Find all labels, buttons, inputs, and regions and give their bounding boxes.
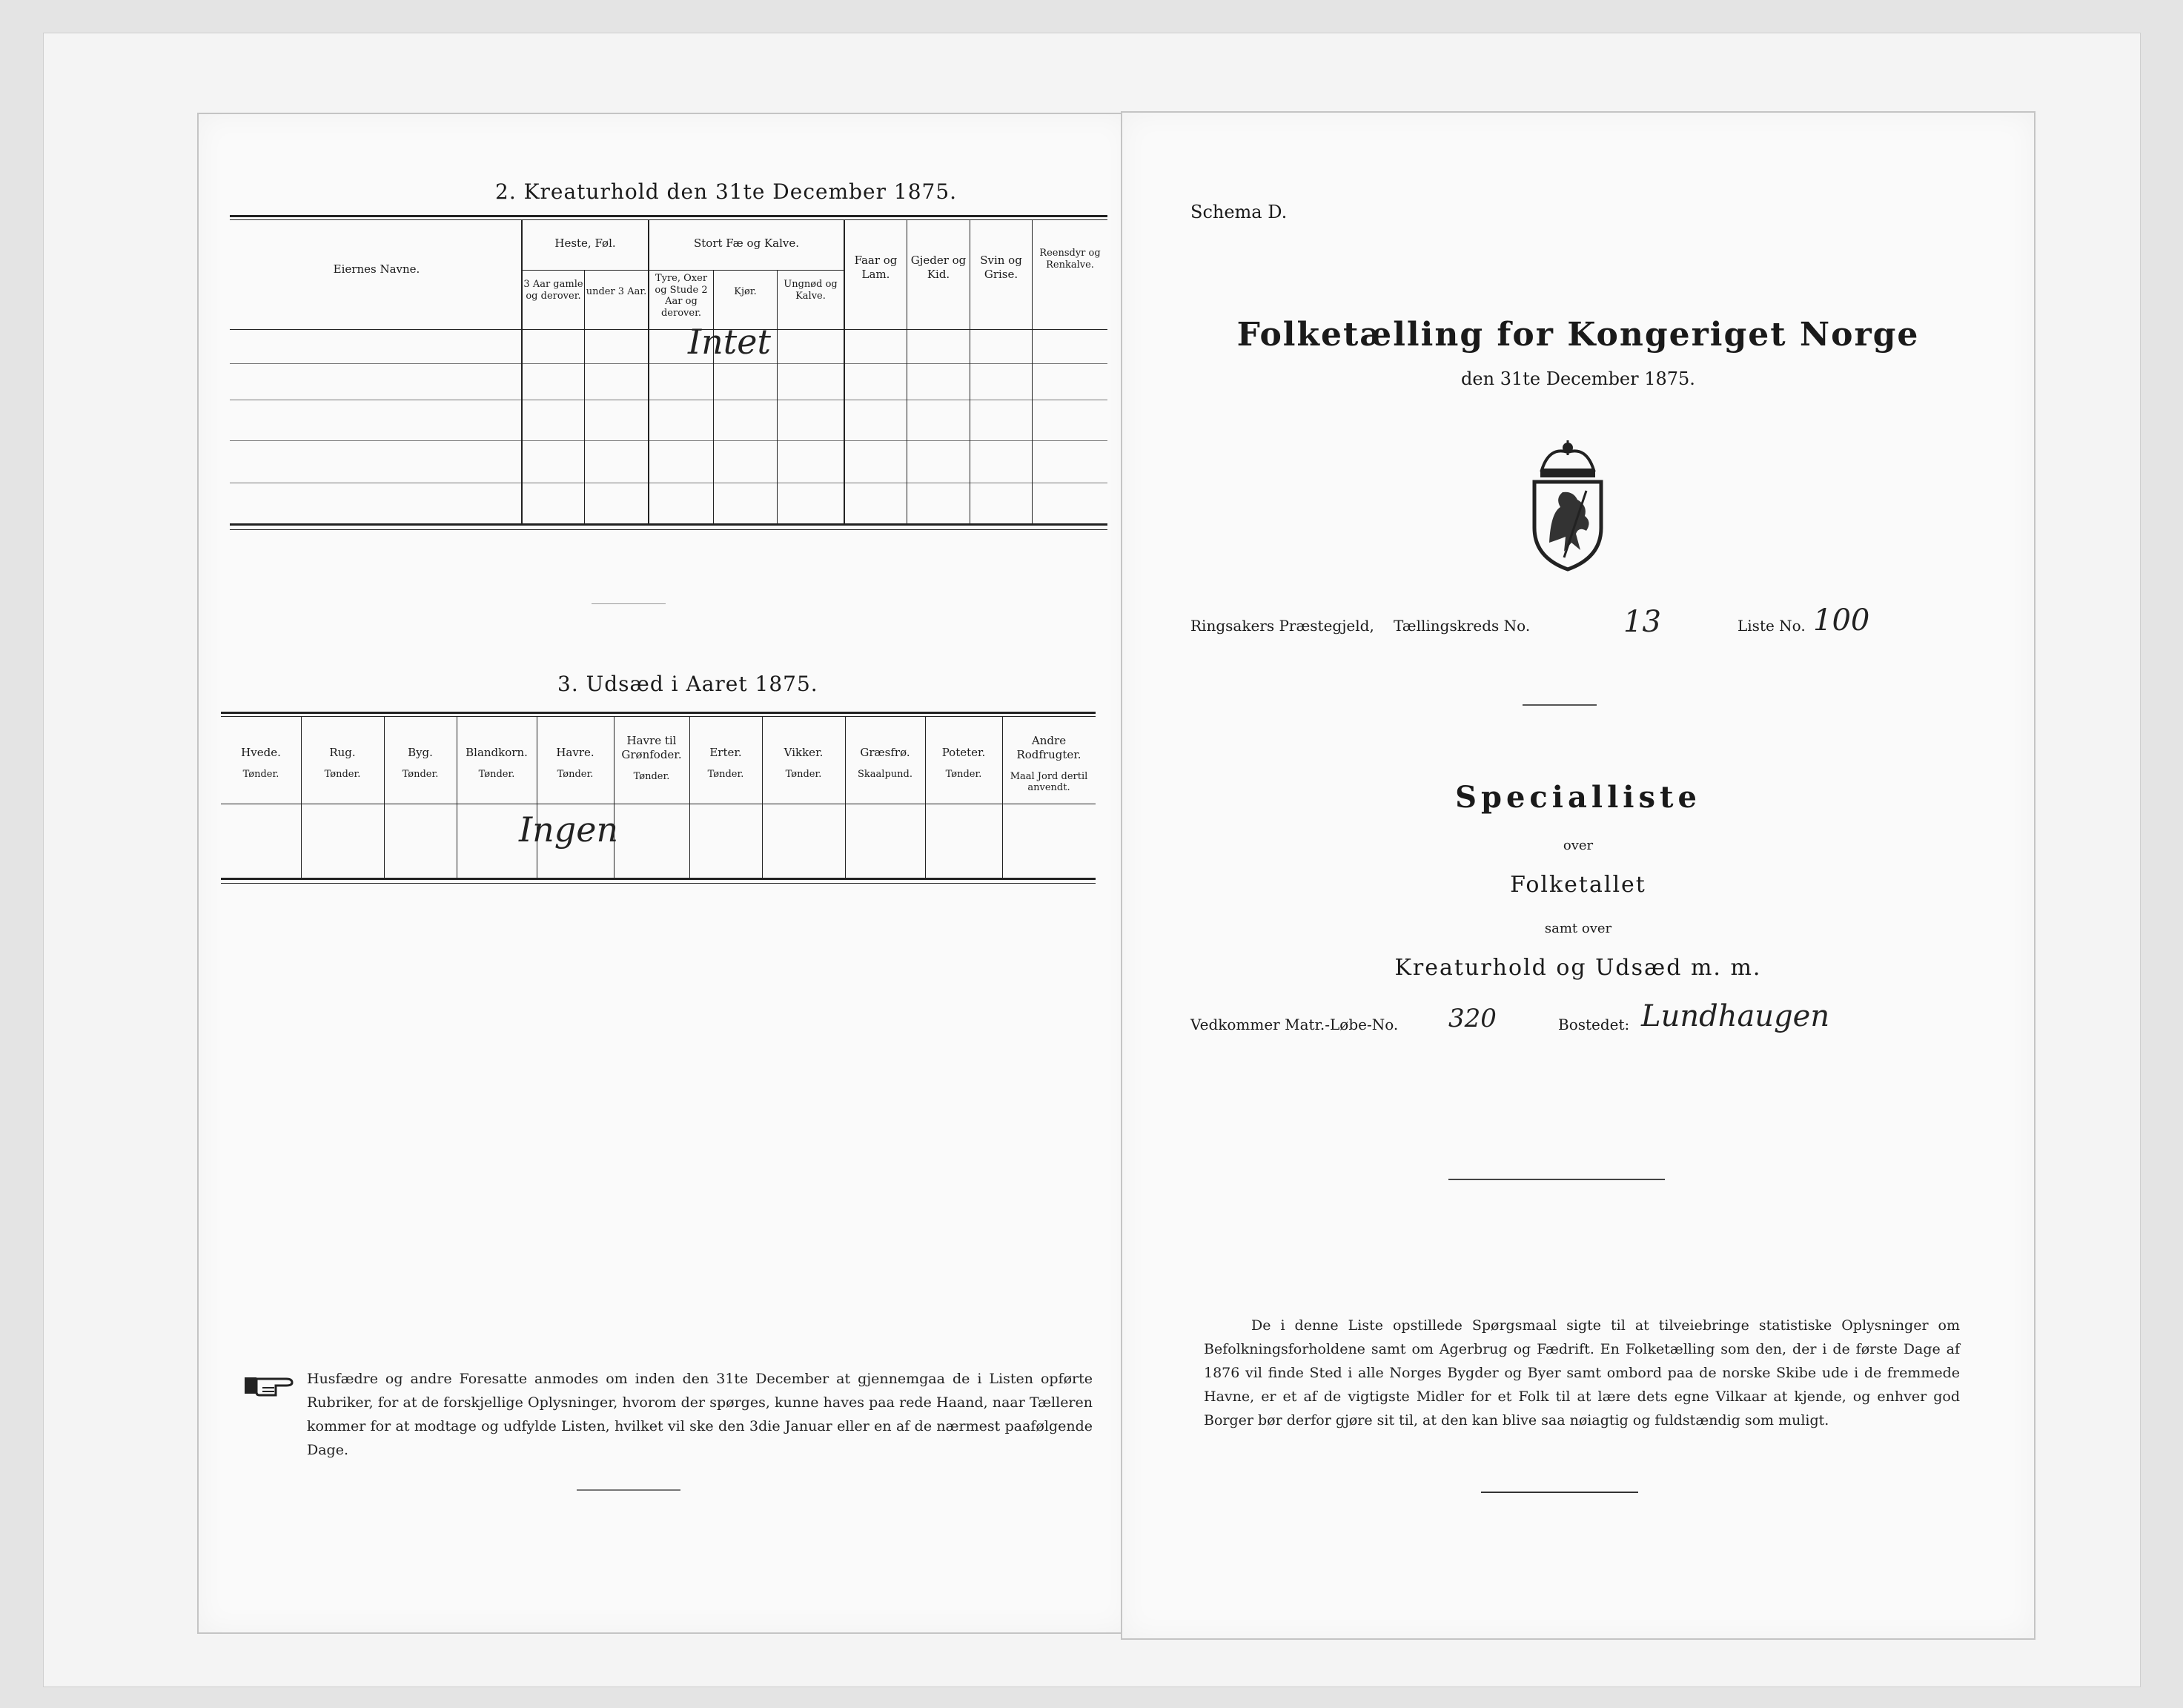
census-date: den 31te December 1875. [1461,368,1695,389]
sowing-column-unit: Tønder. [557,768,594,780]
sowing-column-unit: Tønder. [707,768,744,780]
col-cattle: Stort Fæ og Kalve. [693,236,800,250]
column-divider [762,716,763,879]
pointing-hand-icon [243,1373,295,1398]
sowing-column-header [221,746,301,780]
column-divider [925,716,926,879]
sowing-column-name: Erter. [709,746,742,759]
specialliste-heading: Specialliste [1455,780,1701,815]
divider [1523,704,1597,706]
list-label: Liste No. [1738,617,1806,635]
sowing-column-unit: Tønder. [324,768,361,780]
sowing-column-header [845,746,925,780]
column-divider [689,716,690,879]
circuit-label: Tællingskreds No. [1394,617,1531,635]
column-divider [384,716,385,879]
column-divider [301,716,302,879]
col-reindeer: Reensdyr og Renkalve. [1039,248,1101,271]
sowing-column-header [384,746,457,780]
col-cattle-oxen: Tyre, Oxer og Stude 2 Aar og derover. [655,273,708,319]
sowing-column-name: Blandkorn. [466,746,528,759]
sowing-column-name: Græsfrø. [860,746,910,759]
sowing-column-name: Havre. [556,746,594,759]
section2-title: 2. Kreaturhold den 31te December 1875. [495,179,958,204]
sowing-column-name: Rug. [329,746,356,759]
sowing-column-unit: Tønder. [785,768,822,780]
bosted-label: Bostedet: [1558,1016,1630,1033]
col-sheep: Faar og Lam. [854,254,898,281]
main-title: Folketælling for Kongeriget Norge [1236,316,1920,354]
col-horses-old: 3 Aar gamle og derover. [523,279,583,302]
sowing-column-name: Vikker. [784,746,824,759]
right-page [1121,111,2035,1640]
sowing-column-header [689,746,762,780]
sowing-column-unit: Tønder. [945,768,982,780]
sowing-column-unit: Tønder. [633,770,670,782]
sowing-column-name: Hvede. [241,746,281,759]
kreaturhold-text: Kreaturhold og Udsæd m. m. [1394,955,1762,981]
samt-over-text: samt over [1544,921,1612,936]
col-pigs: Svin og Grise. [980,254,1022,281]
sowing-column-header [301,746,384,780]
col-horses-young: under 3 Aar. [586,286,647,297]
divider-bottom [1481,1492,1638,1493]
divider-small [577,1489,680,1491]
circuit-number: 13 [1623,605,1661,639]
sowing-column-name: Byg. [408,746,433,759]
sowing-column-name: Andre Rodfrugter. [1016,734,1081,761]
list-number: 100 [1813,603,1870,638]
folketallet-text: Folketallet [1510,872,1646,898]
sowing-column-header [457,746,537,780]
sowing-column-header [762,746,845,780]
section3-title: 3. Udsæd i Aaret 1875. [557,672,818,696]
sowing-column-header [1002,734,1096,794]
over-text: over [1563,838,1594,853]
col-owner-names: Eiernes Navne. [333,262,420,276]
matr-label: Vedkommer Matr.-Løbe-No. [1190,1016,1399,1033]
col-cattle-young: Ungnød og Kalve. [784,279,838,302]
sowing-column-name: Havre til Grønfoder. [621,734,682,761]
left-page [197,113,1131,1634]
sowing-column-unit: Skaalpund. [858,768,912,780]
sowing-column-unit: Maal Jord dertil anvendt. [1010,770,1088,794]
norwegian-coat-of-arms [1520,439,1616,572]
col-horses: Heste, Føl. [554,236,616,250]
sowing-column-unit: Tønder. [478,768,515,780]
col-cattle-cows: Kjør. [734,286,757,297]
sowing-column-name: Poteter. [941,746,986,759]
sowing-column-header [537,746,614,780]
parish-label: Ringsakers Præstegjeld, [1190,617,1374,635]
bosted-name: Lundhaugen [1641,999,1830,1033]
col-goats: Gjeder og Kid. [910,254,967,281]
matr-number: 320 [1448,1004,1497,1033]
sowing-column-unit: Tønder. [402,768,439,780]
sowing-column-header [614,734,689,782]
divider [592,603,666,604]
sowing-column-unit: Tønder. [242,768,279,780]
handwritten-intet: Intet [688,322,771,362]
info-paragraph: De i denne Liste opstillede Spørgsmaal sigte til at tilveiebringe statistiske Oplysninger om Befolkningsforholdene samt om Agerbrug og Fædrift. En Folketælling som den, der i de første Dage af 1876 vil finde Sted i alle Norges Bygder og Byer samt ombord paa de norske Skibe ude i de fremmede Havne, er et af de vigtigste Midler for et Folk til at lære dets egne Vilkaar at kjende, og enhver god Borger bør derfor gjøre sit til, at den kan blive saa nøiagtig og fuldstændig som muligt. [1204,1317,1960,1429]
column-divider [845,716,846,879]
sowing-column-header [925,746,1002,780]
divider-long [1448,1179,1665,1180]
handwritten-ingen: Ingen [519,810,619,850]
instructions-note: Husfædre og andre Foresatte anmodes om inden den 31te December at gjennemgaa de i Listen opførte Rubriker, for at de forskjellige Oplysninger, hvorom der spørges, kunne haves paa rede Haand, naar Tælleren kommer for at modtage og udfylde Listen, hvilket vil ske den 3die Januar eller en af de nærmest paafølgende Dage. [307,1371,1093,1458]
schema-label: Schema D. [1190,202,1288,222]
